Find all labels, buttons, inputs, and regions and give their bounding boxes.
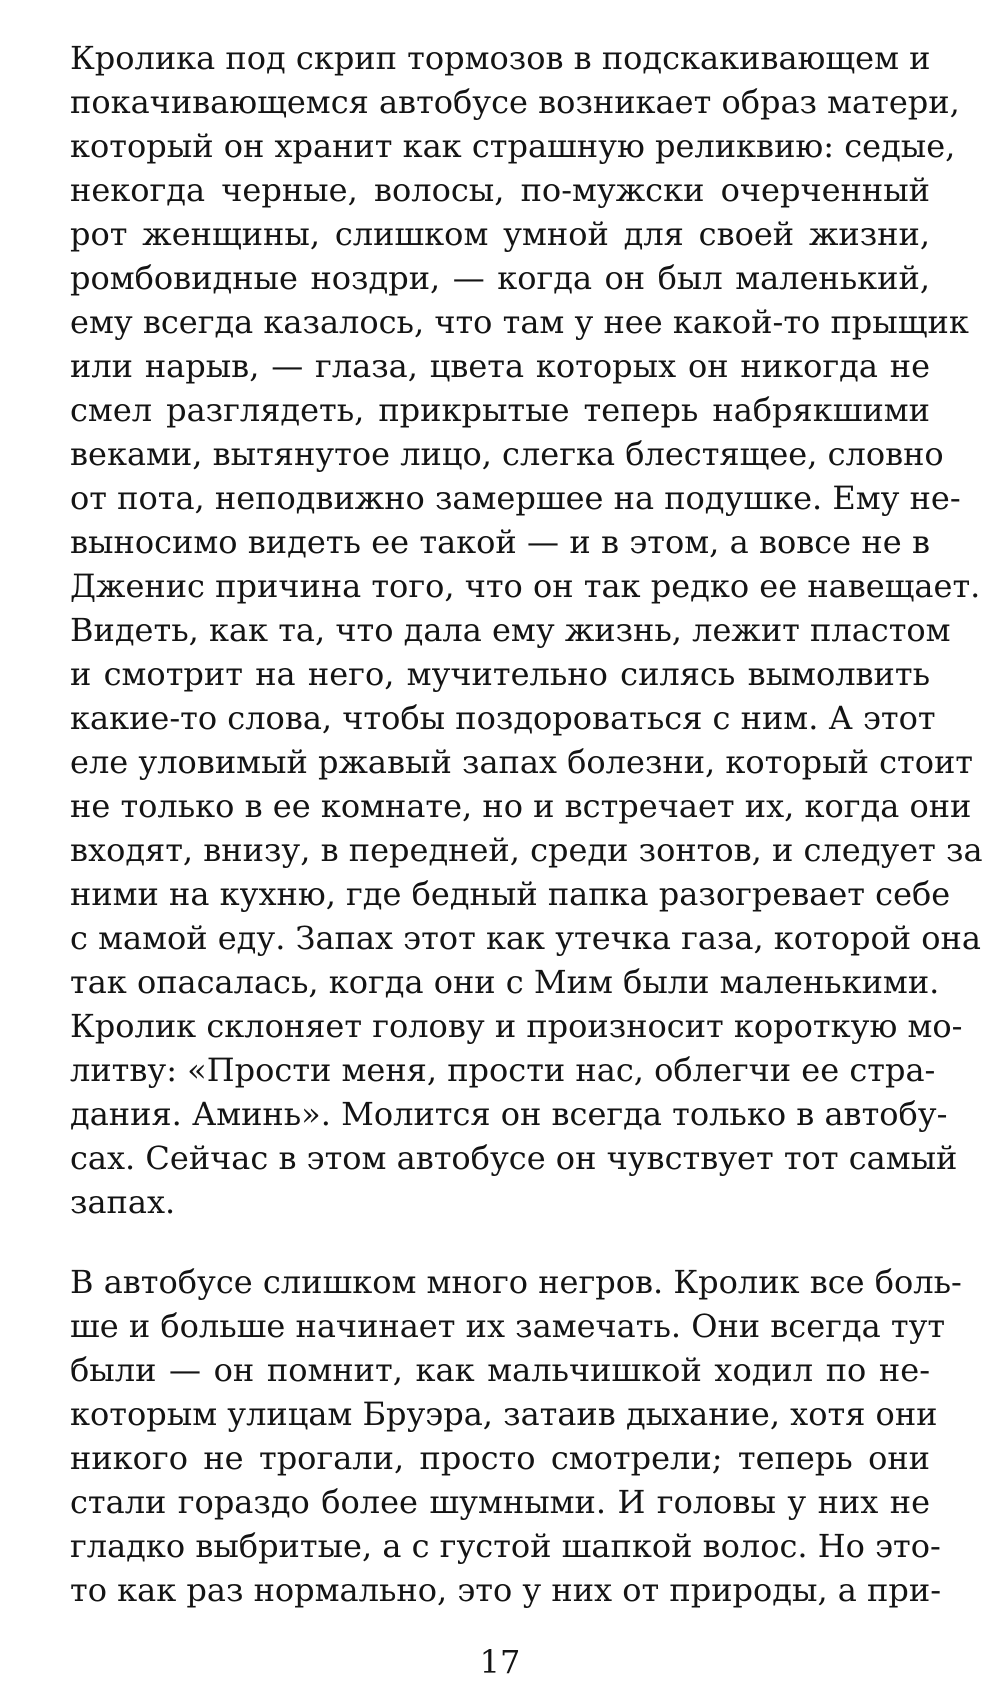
text-line: выносимо видеть ее такой — и в этом, а вовсе не в <box>70 523 930 561</box>
paragraph-2 <box>70 1260 962 1612</box>
text-line: то как раз нормально, это у них от природы, а при- <box>70 1571 941 1609</box>
text-line: ними на кухню, где бедный папка разогревает себе <box>70 875 951 913</box>
text-line: Видеть, как та, что дала ему жизнь, лежит пластом <box>70 611 951 649</box>
text-line: рот женщины, слишком умной для своей жизни, <box>70 215 930 253</box>
text-line: или нарыв, — глаза, цвета которых он никогда не <box>70 347 930 385</box>
text-line: так опасалась, когда они с Мим были маленькими. <box>70 963 940 1001</box>
text-line: В автобусе слишком много негров. Кролик все боль- <box>70 1263 962 1301</box>
text-line: какие-то слова, чтобы поздороваться с ним. А этот <box>70 699 936 737</box>
text-line: который он хранит как страшную реликвию: седые, <box>70 127 956 165</box>
text-line: не только в ее комнате, но и встречает их, когда они <box>70 787 972 825</box>
text-line: веками, вытянутое лицо, слегка блестящее, словно <box>70 435 944 473</box>
text-line: покачивающемся автобусе возникает образ матери, <box>70 83 960 121</box>
text-line: Кролик склоняет голову и произносит короткую мо- <box>70 1007 963 1045</box>
text-line: входят, внизу, в передней, среди зонтов, и следует за <box>70 831 983 869</box>
text-line: и смотрит на него, мучительно силясь вымолвить <box>70 655 930 693</box>
text-line: гладко выбритые, а с густой шапкой волос. Но это- <box>70 1527 941 1565</box>
text-line: Дженис причина того, что он так редко ее навещает. <box>70 567 981 605</box>
text-line: дания. Аминь». Молится он всегда только в автобу- <box>70 1095 948 1133</box>
text-line: литву: «Прости меня, прости нас, облегчи ее стра- <box>70 1051 936 1089</box>
text-line: были — он помнит, как мальчишкой ходил по не- <box>70 1351 930 1389</box>
paragraph-1 <box>70 36 983 1224</box>
text-line: ше и больше начинает их замечать. Они всегда тут <box>70 1307 946 1345</box>
text-line: с мамой еду. Запах этот как утечка газа, которой она <box>70 919 981 957</box>
text-line: еле уловимый ржавый запах болезни, который стоит <box>70 743 973 781</box>
text-line: никого не трогали, просто смотрели; теперь они <box>70 1439 930 1477</box>
page-number: 17 <box>479 1643 521 1681</box>
text-line: ему всегда казалось, что там у нее какой-то прыщик <box>70 303 969 341</box>
text-line: смел разглядеть, прикрытые теперь набрякшими <box>70 391 930 429</box>
text-line: Кролика под скрип тормозов в подскакивающем и <box>70 39 931 77</box>
text-line: стали гораздо более шумными. И головы у них не <box>70 1483 930 1521</box>
text-line: некогда черные, волосы, по-мужски очерченный <box>70 171 930 209</box>
text-line: сах. Сейчас в этом автобусе он чувствует тот самый <box>70 1139 958 1177</box>
text-line: от пота, неподвижно замершее на подушке. Ему не- <box>70 479 961 517</box>
text-line: ромбовидные ноздри, — когда он был маленький, <box>70 259 930 297</box>
text-line: запах. <box>70 1183 176 1221</box>
text-line: которым улицам Бруэра, затаив дыхание, хотя они <box>70 1395 938 1433</box>
